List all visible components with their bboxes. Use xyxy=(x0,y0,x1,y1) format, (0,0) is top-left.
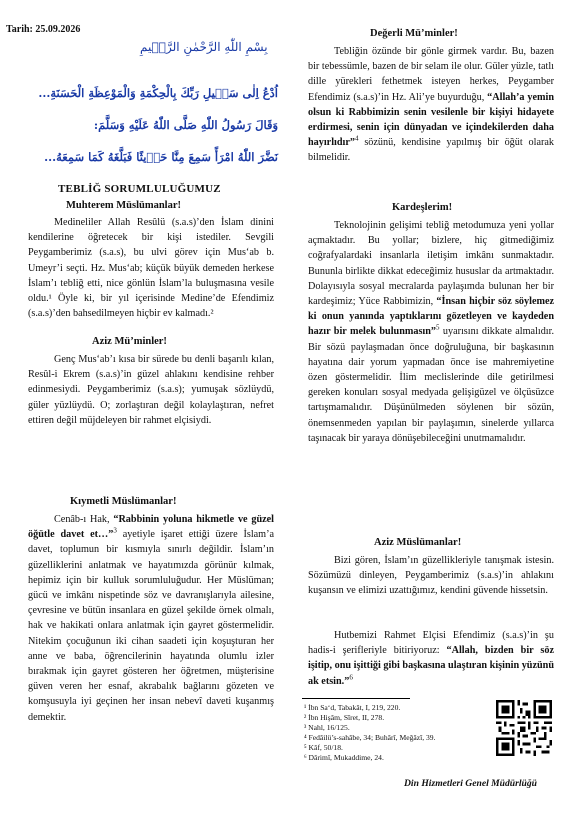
section-heading: Muhterem Müslümanlar! xyxy=(66,200,182,211)
paragraph: Teknolojinin gelişimi tebliğ metodumuza yeni yollar açmaktadır. Bu yollar; bizlere, hiç gitmediğimiz coğrafyalardaki insanlarla iletişim imkânı sunmaktadır. Bununla birlikte dikkat edeceğimiz hususlar da artmaktadır. Dolayısıyla sosyal mecralarda paylaşımda bulunan her bir kardeşimiz; Yüce Rabbimizin, “İnsan hiçbir söz söylemez ki onun yanında yaptıklarını gözetleyen ve kaydeden hazır bir melek bulunmasın”$^5$ uyarısını dikkate almalıdır. Bir sözü paylaşmadan önce doğruluğuna, bir başkasının hayatına dair yorum yapmadan önce ise mahremiyetine özen göstermelidir. İlim meclislerinde dile getirilmesi gereken konuları sosyal medyada gelişigüzel ve ölçüsüzce tartışmamalıdır. Düşünülmeden söylenen bir sözün, önemsenmeden yapılan bir paylaşımın, sinelerde yıllarca taşınacak bir yaraya dönüşebileceğini unutmamalıdır. xyxy=(308,220,554,444)
hadith-intro-line: وَقَالَ رَسُولُ اللّٰهِ صَلَّى اللّٰهُ عَلَيْهِ وَسَلَّمَ: xyxy=(93,118,278,132)
intro-text: Cenâb-ı Hak, xyxy=(54,514,110,525)
paragraph-text: Teknolojinin gelişimi tebliğ metodumuza yeni yollar açmaktadır. Bu yollar; bizlere, hiç gitmediğimiz coğrafyalardaki insanlarla iletişim imkânı sunmaktadır. Bununla birlikte dikkat edeceğimiz hususlar da artmaktadır. Dolayısıyla sosyal mecralarda paylaşımda bulunan her bir kardeşimiz; Yüce Rabbimizin, xyxy=(308,220,554,308)
hadith-line: نَضَّرَ اللّٰهُ امْرَأً سَمِعَ مِنَّا حَد۪يثًا فَبَلَّغَهُ كَمَا سَمِعَهُ... xyxy=(44,150,278,164)
paragraph-text: Hutbemizi Rahmet Elçisi Efendimiz (s.a.s)’in şu hadis-i şerifleriyle bitiriyoruz: xyxy=(308,630,554,657)
paragraph: Medineliler Allah Resûlü (s.a.s)’den İslam dinini kendilerine öğretecek bir kişi istediler. Sevgili Peygamberimiz (s.a.s), bu ulvi görev için Mus‘ab b. Umeyr’i seçti. Hz. Mus‘ab; küçük büyük demeden herkese İslam’ı tebliğ etti, nice gönlün İslam’la buluşmasına vesile oldu.¹ Öyle ki, bir yıl içerisinde Medine’de Efendimiz (s.a.s)’den bahsedilmeyen hiçbir ev kalmadı.² xyxy=(28,217,274,320)
sermon-title: TEBLİĞ SORUMLULUĞUMUZ xyxy=(58,183,221,195)
section-heading: Kardeşlerim! xyxy=(392,202,453,213)
paragraph: Hutbemizi Rahmet Elçisi Efendimiz (s.a.s)’in şu hadis-i şerifleriyle bitiriyoruz: “Allah, bizden bir söz işitip, onu işittiği gibi başkasına ulaştıran kişinin yüzünü ak etsin.”$^6$ xyxy=(308,630,555,687)
paragraph-text: sözünü, kendisine yapılmış bir öğüt olarak bilmelidir. xyxy=(308,137,554,164)
section-heading: Aziz Müslümanlar! xyxy=(374,537,462,548)
footnote: ³ Nahl, 16/125. xyxy=(304,723,350,732)
ayah-line: اُدْعُ اِلٰى سَب۪يلِ رَبِّكَ بِالْحِكْمَةِ وَالْمَوْعِظَةِ الْحَسَنَةِ... xyxy=(38,86,278,100)
quote-text: “Allah’a yemin olsun ki Rabbimizin senin vesilenle bir kişiyi hidayete erdirmesi, senin için dünyadan ve içindekilerden daha hayırlıdır” xyxy=(308,91,555,149)
quote-text: “İnsan hiçbir söz söylemez ki onun yanında yaptıklarını gözetleyen ve kaydeden hazır bir melek bulunmasın” xyxy=(308,296,554,338)
footnote: ⁴ Fedâilü’s-sahâbe, 34; Buhârî, Meğâzî, 39. xyxy=(304,733,436,742)
footnote-divider xyxy=(302,698,410,699)
footnote: ¹ İbn Sa‘d, Tabakât, I, 219, 220. xyxy=(304,703,401,712)
paragraph: Tebliğin özünde bir gönle girmek vardır. Bu, bazen bir tebessümle, bazen de bir selam ile olur. Güler yüzle, tatlı dille yürekleri fethetmek isteyen herkes, Peygamber Efendimiz (s.a.s)’in Hz. Ali’ye buyurduğu, “Allah’a yemin olsun ki Rabbimizin senin vesilenle bir kişiyi hidayete erdirmesi, senin için dünyadan ve içindekilerden daha hayırlıdır”$^4$ sözünü, kendisine yapılmış bir öğüt olarak bilmelidir. xyxy=(308,46,555,164)
date-label: Tarih: 25.09.2026 xyxy=(6,24,81,35)
signature: Din Hizmetleri Genel Müdürlüğü xyxy=(404,778,538,789)
footnote: ² İbn Hişâm, Sîret, II, 278. xyxy=(304,713,385,722)
section-heading: Değerli Mü’minler! xyxy=(370,28,458,39)
footnote: ⁶ Dârimî, Mukaddime, 24. xyxy=(304,753,384,762)
paragraph-text: uyarısını dikkate almalıdır. Bir sözü paylaşmadan önce doğruluğuna, bir başkasının hayatına dair yorum yapmadan önce ise mahremiyetine özen göstermelidir. İlim meclislerinde dile getirilmesi gereken konuları sosyal medyada gelişigüzel ve ölçüsüzce tartışmamalıdır. Düşünülmeden söylenen bir sözün, önemsenmeden yapılan bir paylaşımın, sinelerde yıllarca taşınacak bir yaraya dönüşebileceğini unutmamalıdır. xyxy=(308,326,554,444)
footnote: ⁵ Kâf, 50/18. xyxy=(304,743,343,752)
paragraph-text: ayetiyle işaret ettiği üzere İslam’a davet, toplumun bir kısmıyla sınırlı değildir. İslam’ın güzelliklerini anlatmak ve hayatımızda görünür kılmak, hepimiz için bir kulluk sorumluluğudur. Her Müslüman; gücü ve imkânı nispetinde söz ve davranışlarıyla ailesine, çevresine ve bütün insanlara en güzel şekilde örnek olmalı, hak ve hakikati onlara anlatmak için gayret göstermelidir. Nitekim çocuğunun iki cihan saadeti için koşuşturan her anne ve baba, öğrencilerinin hayatında olumlu izler bırakmak için gayret gösteren her öğretmen, müşterisine güven veren her esnaf, akrabalık bağlarını gözeten ve komşusuyla iyi geçinen her insan nebevî daveti kuşanmış demektir. xyxy=(28,529,275,723)
paragraph-text: Tebliğin özünde bir gönle girmek vardır. Bu, bazen bir tebessümle, bazen de bir selam ile olur. Güler yüzle, tatlı dille yürekleri fethetmek isteyen herkes, Peygamber Efendimiz (s.a.s)’in Hz. Ali’ye buyurduğu, xyxy=(308,46,554,103)
basmala-calligraphy: بِسْمِ اللّٰهِ الرَّحْمٰنِ الرَّح۪يمِ xyxy=(140,40,268,54)
section-heading: Aziz Mü’minler! xyxy=(92,336,167,347)
section-heading: Kıymetli Müslümanlar! xyxy=(70,496,177,507)
quote-text: “Rabbinin yoluna hikmetle ve güzel öğütle davet et…” xyxy=(28,514,274,541)
paragraph: Genç Mus‘ab’ı kısa bir sürede bu denli başarılı kılan, Resûl-i Ekrem (s.a.s)’in güzel ahlakını kendisine rehber edinmesiydi. Peygamberimiz (s.a.s); yumuşak sözlüydü, güler yüzlüydü. O; zorlaştıran değil kolaylaştıran, nefret ettiren değil müjdeleyen bir rahmet elçisiydi. xyxy=(28,354,274,426)
qr-code[interactable] xyxy=(496,700,552,756)
paragraph: Bizi gören, İslam’ın güzellikleriyle tanışmak istesin. Sözümüzü dinleyen, Peygamberimiz (s.a.s)’in ahlakını kuşansın ve elimizi uzattığımız, kendini güvende hissetsin. xyxy=(308,555,554,597)
paragraph: Cenâb-ı Hak, “Rabbinin yoluna hikmetle ve güzel öğütle davet et…”$^3$ ayetiyle işaret ettiği üzere İslam’a davet, toplumun bir kısmıyla sınırlı değildir. İslam’ın güzelliklerini anlatmak ve hayatımızda görünür kılmak, hepimiz için bir kulluk sorumluluğudur. Her Müslüman; gücü ve imkânı nispetinde söz ve davranışlarıyla ailesine, çevresine ve bütün insanlara en güzel şekilde örnek olmalı, hak ve hakikati onlara anlatmak için gayret göstermelidir. Nitekim çocuğunun iki cihan saadeti için koşuşturan her anne ve baba, öğrencilerinin hayatında olumlu izler bırakmak için gayret gösteren her öğretmen, müşterisine güven veren her esnaf, akrabalık bağlarını gözeten ve komşusuyla iyi geçinen her insan nebevî daveti kuşanmış demektir. xyxy=(28,514,275,723)
quote-text: “Allah, bizden bir söz işitip, onu işittiği gibi başkasına ulaştıran kişinin yüzünü ak etsin.” xyxy=(308,645,555,687)
